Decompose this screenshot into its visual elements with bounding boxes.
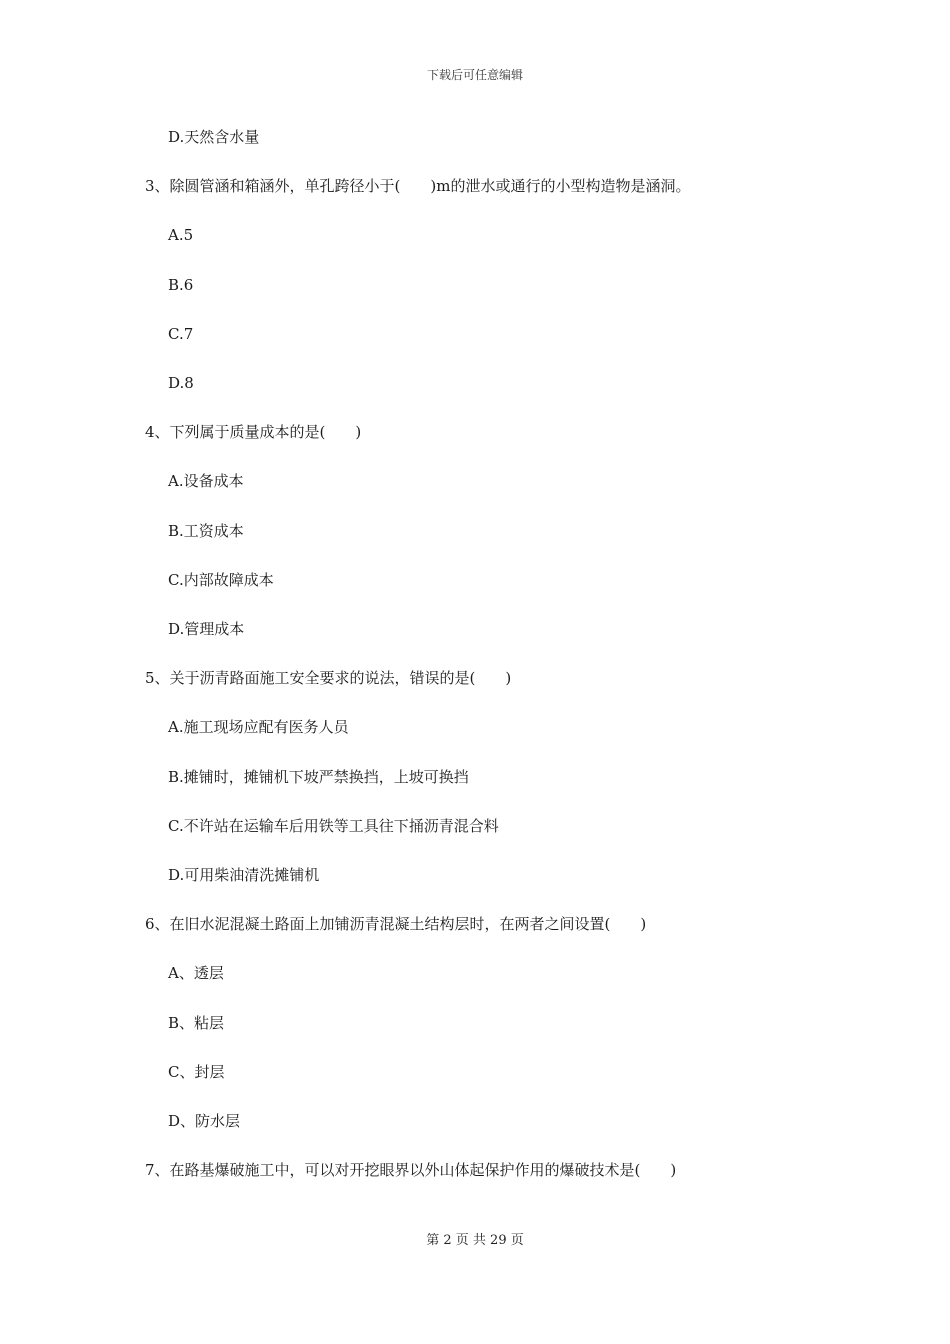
option-text: B.摊铺时，摊铺机下坡严禁换挡，上坡可换挡 [168,768,469,786]
option-text: D.管理成本 [168,620,245,638]
option-text: B.6 [168,276,194,294]
option-text: C.不许站在运输车后用铁等工具往下捅沥青混合料 [168,817,499,835]
option-text: A.5 [168,226,194,244]
option-text: D.可用柴油清洗摊铺机 [168,866,320,884]
option-text: D、防水层 [168,1112,241,1130]
option-text: A.设备成本 [168,472,244,490]
page-header: 下载后可任意编辑 [426,68,523,82]
option-text: D.天然含水量 [168,128,260,146]
question-text: 3、除圆管涵和箱涵外，单孔跨径小于( )m的泄水或通行的小型构造物是涵洞。 [145,177,691,195]
option-text: D.8 [168,374,194,392]
option-text: A.施工现场应配有医务人员 [168,718,349,736]
option-text: C、封层 [168,1063,225,1081]
option-text: C.内部故障成本 [168,571,274,589]
page-footer: 第 2 页 共 29 页 [426,1233,524,1248]
option-text: A、透层 [168,964,224,982]
option-text: C.7 [168,325,194,343]
option-text: B.工资成本 [168,522,244,540]
question-text: 7、在路基爆破施工中，可以对开挖眼界以外山体起保护作用的爆破技术是( ) [145,1161,677,1179]
option-text: B、粘层 [168,1014,225,1032]
question-text: 6、在旧水泥混凝土路面上加铺沥青混凝土结构层时，在两者之间设置( ) [145,915,647,933]
question-text: 5、关于沥青路面施工安全要求的说法，错误的是( ) [145,669,512,687]
question-text: 4、下列属于质量成本的是( ) [145,423,362,441]
